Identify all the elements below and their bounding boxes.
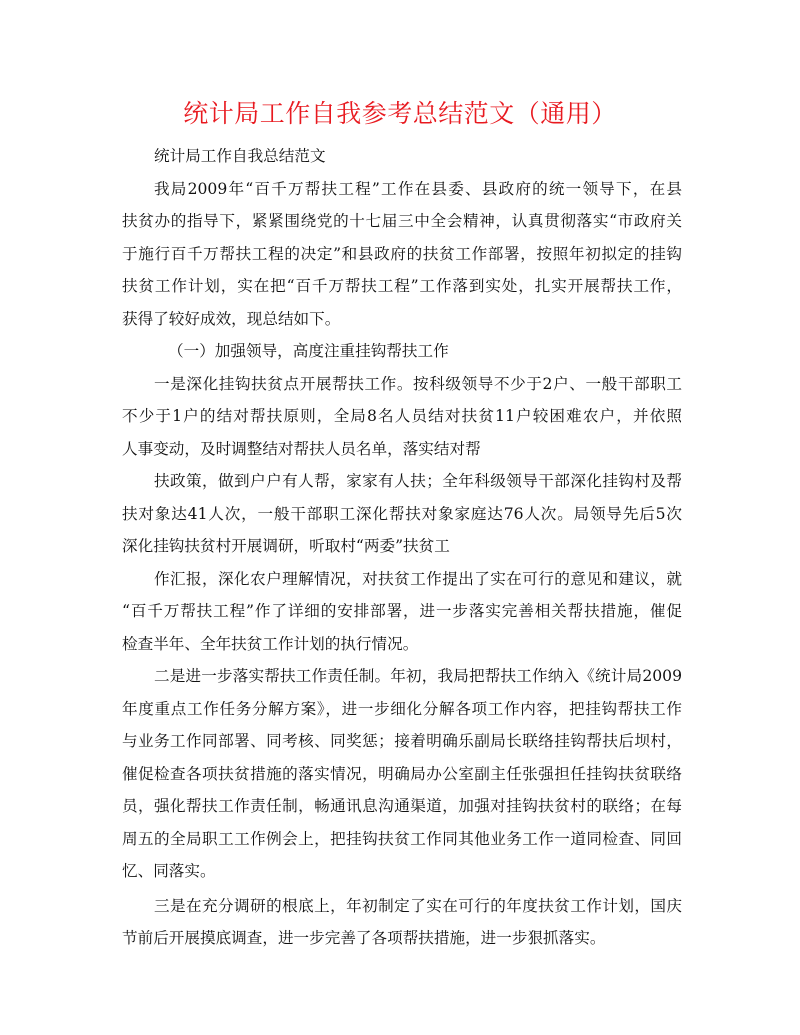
paragraph-line: 获得了较好成效，现总结如下。 (122, 309, 341, 328)
paragraph-line: 年度重点工作任务分解方案》，进一步细化分解各项工作内容，把挂钩帮扶工作 (122, 699, 682, 718)
section-heading: （一）加强领导，高度注重挂钩帮扶工作 (168, 342, 449, 360)
paragraph-line: 员，强化帮扶工作责任制，畅通讯息沟通渠道，加强对挂钩扶贫村的联络；在每 (122, 797, 682, 815)
paragraph-line: 不少于1户的结对帮扶原则，全局8名人员结对扶贫11户较困难农户，并依照 (122, 407, 682, 425)
paragraph-line: “百千万帮扶工程”作了详细的安排部署，进一步落实完善相关帮扶措施，催促 (122, 602, 682, 620)
paragraph-line: 扶政策，做到户户有人帮，家家有人扶；全年科级领导干部深化挂钩村及帮 (154, 472, 682, 490)
paragraph-line: 一是深化挂钩扶贫点开展帮扶工作。按科级领导不少于2户、一般干部职工 (154, 374, 682, 393)
paragraph-line: 扶贫工作计划，实在把“百千万帮扶工程”工作落到实处，扎实开展帮扶工作， (122, 277, 682, 295)
paragraph-line: 忆、同落实。 (122, 862, 216, 880)
paragraph-line: 于施行百千万帮扶工程的决定”和县政府的扶贫工作部署，按照年初拟定的挂钩 (122, 244, 682, 263)
paragraph-line: 与业务工作同部署、同考核、同奖惩；接着明确乐副局长联络挂钩帮扶后坝村， (122, 732, 682, 750)
paragraph-line: 扶贫办的指导下，紧紧围绕党的十七届三中全会精神，认真贯彻落实“市政府关 (122, 212, 682, 230)
paragraph-line: 人事变动，及时调整结对帮扶人员名单，落实结对帮 (122, 439, 481, 458)
paragraph-line: 深化挂钩扶贫村开展调研，听取村“两委”扶贫工 (122, 537, 450, 555)
paragraph-line: 催促检查各项扶贫措施的落实情况，明确局办公室副主任张强担任挂钩扶贫联络 (122, 764, 682, 783)
paragraph-line: 扶对象达41人次，一般干部职工深化帮扶对象家庭达76人次。局领导先后5次 (122, 504, 682, 523)
paragraph-line: 周五的全局职工工作例会上，把挂钩扶贫工作同其他业务工作一道同检查、同回 (122, 829, 682, 848)
document-body (122, 140, 682, 955)
paragraph-line: 作汇报，深化农户理解情况，对扶贫工作提出了实在可行的意见和建议，就 (154, 569, 682, 588)
paragraph-line: 三是在充分调研的根底上，年初制定了实在可行的年度扶贫工作计划，国庆 (154, 896, 682, 915)
paragraph-line: 我局2009年“百千万帮扶工程”工作在县委、县政府的统一领导下，在县 (154, 179, 682, 198)
document-title: 统计局工作自我参考总结范文（通用） (183, 99, 617, 128)
paragraph-line: 二是进一步落实帮扶工作责任制。年初，我局把帮扶工作纳入《统计局2009 (154, 667, 682, 685)
document-subtitle: 统计局工作自我总结范文 (154, 147, 326, 165)
paragraph-line: 检查半年、全年扶贫工作计划的执行情况。 (122, 634, 419, 653)
paragraph-line: 节前后开展摸底调查，进一步完善了各项帮扶措施，进一步狠抓落实。 (122, 929, 606, 947)
